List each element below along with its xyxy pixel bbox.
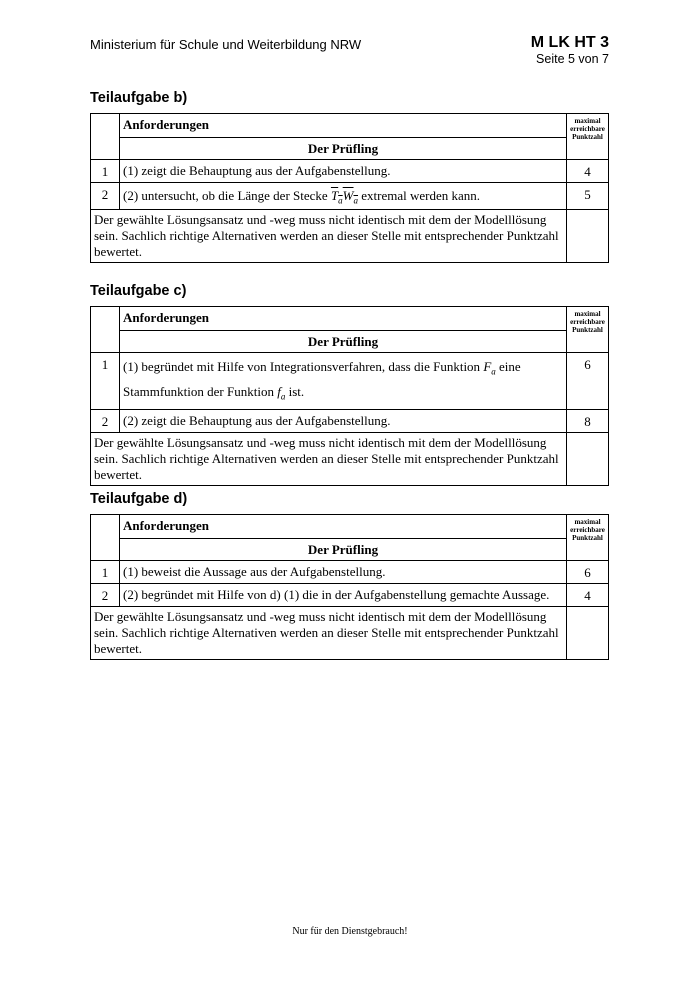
requirements-heading: Anforderungen bbox=[120, 307, 567, 331]
requirements-heading: Anforderungen bbox=[120, 114, 567, 138]
row-points: 6 bbox=[567, 353, 609, 410]
task-table-b bbox=[90, 113, 609, 263]
row-number: 1 bbox=[91, 160, 120, 183]
row-points: 8 bbox=[567, 410, 609, 433]
section-title-c: Teilaufgabe c) bbox=[90, 283, 187, 299]
max-points-heading: maximal erreichbare Punktzahl bbox=[567, 515, 609, 561]
evaluation-note: Der gewählte Lösungsansatz und -weg muss nicht identisch mit dem der Modelllösung sein. Sachlich richtige Alternativen werden an dieser Stelle mit entsprechender Punktzahl bewertet. bbox=[91, 607, 567, 660]
section-title-d: Teilaufgabe d) bbox=[90, 491, 188, 507]
footer-notice: Nur für den Dienstgebrauch! bbox=[292, 926, 408, 937]
table-row bbox=[91, 410, 609, 433]
note-row bbox=[91, 607, 609, 660]
table-corner bbox=[91, 515, 120, 561]
row-number: 2 bbox=[91, 183, 120, 210]
table-corner bbox=[91, 307, 120, 353]
row-number: 1 bbox=[91, 561, 120, 584]
note-points-empty bbox=[567, 210, 609, 263]
candidate-heading: Der Prüfling bbox=[120, 138, 567, 160]
segment-ta-wa: $T_aW_a$ bbox=[330, 188, 359, 206]
function-Fa: $F_a$ bbox=[483, 359, 496, 377]
table-row bbox=[91, 160, 609, 183]
note-row bbox=[91, 210, 609, 263]
row-number: 1 bbox=[91, 353, 120, 410]
max-points-heading: maximal erreichbare Punktzahl bbox=[567, 307, 609, 353]
task-table-d bbox=[90, 514, 609, 660]
row-points: 6 bbox=[567, 561, 609, 584]
ministry-header: Ministerium für Schule und Weiterbildung NRW bbox=[90, 37, 362, 52]
row-points: 4 bbox=[567, 160, 609, 183]
row-text: (1) beweist die Aussage aus der Aufgabenstellung. bbox=[120, 561, 567, 584]
evaluation-note: Der gewählte Lösungsansatz und -weg muss nicht identisch mit dem der Modelllösung sein. Sachlich richtige Alternativen werden an dieser Stelle mit entsprechender Punktzahl bewertet. bbox=[91, 210, 567, 263]
page-number: Seite 5 von 7 bbox=[536, 52, 609, 66]
table-row bbox=[91, 183, 609, 210]
max-points-heading: maximal erreichbare Punktzahl bbox=[567, 114, 609, 160]
candidate-heading: Der Prüfling bbox=[120, 539, 567, 561]
table-corner bbox=[91, 114, 120, 160]
row-points: 4 bbox=[567, 584, 609, 607]
row-text: (2) begründet mit Hilfe von d) (1) die in der Aufgabenstellung gemachte Aussage. bbox=[120, 584, 567, 607]
row-number: 2 bbox=[91, 410, 120, 433]
row-text: (2) zeigt die Behauptung aus der Aufgabenstellung. bbox=[120, 410, 567, 433]
table-row bbox=[91, 584, 609, 607]
row-points: 5 bbox=[567, 183, 609, 210]
row-number: 2 bbox=[91, 584, 120, 607]
note-row bbox=[91, 433, 609, 486]
table-row bbox=[91, 561, 609, 584]
table-row bbox=[91, 353, 609, 410]
row-text: (2) untersucht, ob die Länge der Stecke $T_aW_a$ extremal werden kann. bbox=[120, 183, 567, 210]
document-code: M LK HT 3 bbox=[530, 34, 609, 51]
requirements-heading: Anforderungen bbox=[120, 515, 567, 539]
row-text: (1) begründet mit Hilfe von Integrationsverfahren, dass die Funktion $F_a$ eine Stammfunktion der Funktion $f_a$ ist. bbox=[120, 353, 567, 410]
function-fa: $f_a$ bbox=[277, 383, 286, 402]
note-points-empty bbox=[567, 433, 609, 486]
document-header bbox=[531, 34, 609, 66]
task-table-c bbox=[90, 306, 609, 486]
note-points-empty bbox=[567, 607, 609, 660]
section-title-b: Teilaufgabe b) bbox=[90, 90, 188, 106]
row-text: (1) zeigt die Behauptung aus der Aufgabenstellung. bbox=[120, 160, 567, 183]
candidate-heading: Der Prüfling bbox=[120, 331, 567, 353]
evaluation-note: Der gewählte Lösungsansatz und -weg muss nicht identisch mit dem der Modelllösung sein. Sachlich richtige Alternativen werden an dieser Stelle mit entsprechender Punktzahl bewertet. bbox=[91, 433, 567, 486]
